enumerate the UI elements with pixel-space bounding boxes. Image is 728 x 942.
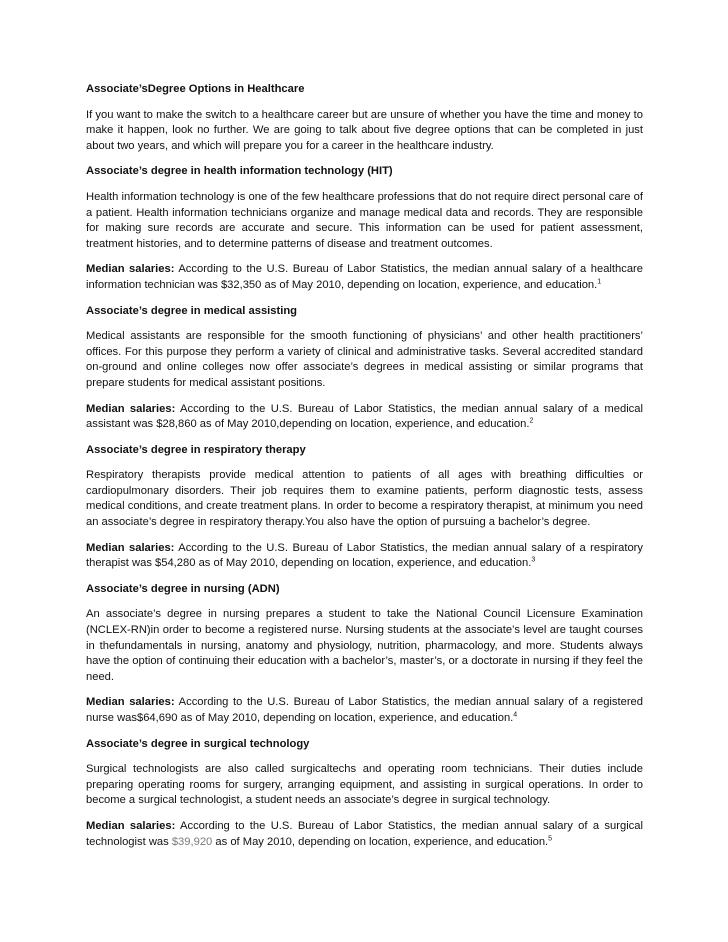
median-salaries-label: Median salaries: [86, 402, 176, 415]
median-salaries-label: Median salaries: [86, 819, 176, 832]
salary-paragraph-nursing [86, 695, 643, 726]
salary-paragraph-respiratory-therapy [86, 541, 643, 572]
section-body-hit: Health information technology is one of the few healthcare professions that do not require direct personal care of a patient. Health information technicians organize and manage medical data and records. They are responsible for making sure records are accurate and secure. This information can be used for patient assessment, treatment histories, and to determine patterns of disease and treatment outcomes. [86, 190, 643, 250]
median-salaries-label: Median salaries: [86, 541, 175, 554]
footnote-marker: 1 [597, 278, 602, 286]
salary-text-respiratory-therapy: According to the U.S. Bureau of Labor Statistics, the median annual salary of a respiratory therapist was $54,280 as of May 2010, depending on location, experience, and education. [86, 541, 643, 570]
section-body-nursing: An associate’s degree in nursing prepares a student to take the National Council Licensure Examination (NCLEX-RN)in order to become a registered nurse. Nursing students at the associate’s level are taught courses in thefundamentals in nursing, anatomy and physiology, nutrition, pharmacology, and more. Students always have the option of continuing their education with a bachelor’s, master’s, or a doctorate in nursing if they feel the need. [86, 608, 643, 683]
footnote-marker: 3 [531, 556, 536, 564]
salary-paragraph-medical-assisting [86, 402, 643, 433]
salary-text-nursing: According to the U.S. Bureau of Labor Statistics, the median annual salary of a registered nurse was$64,690 as of May 2010, depending on location, experience, and education. [86, 696, 644, 724]
section-heading-respiratory-therapy: Associate’s degree in respiratory therapy [86, 443, 306, 456]
section-body-surgical-technology: Surgical technologists are also called surgicaltechs and operating room technicians. Their duties include preparing operating rooms for surgery, arranging equipment, and assisting in surgical operations. In order to become a surgical technologist, a student needs an associate’s degree in surgical technology. [86, 763, 643, 807]
document-title: Associate’sDegree Options in Healthcare [86, 83, 305, 95]
section-heading-medical-assisting: Associate’s degree in medical assisting [86, 304, 297, 317]
section-heading-nursing: Associate’s degree in nursing (ADN) [86, 582, 280, 595]
salary-text-medical-assisting: According to the U.S. Bureau of Labor Statistics, the median annual salary of a medical assistant was $28,860 as of May 2010,depending on location, experience, and education. [86, 402, 643, 431]
median-salaries-label: Median salaries: [86, 696, 175, 709]
salary-text-hit: According to the U.S. Bureau of Labor Statistics, the median annual salary of a healthcare information technician was $32,350 as of May 2010, depending on location, experience, and education. [86, 263, 644, 291]
salary-amount-surgical-technology: $39,920 [171, 835, 213, 848]
median-salaries-label: Median salaries: [86, 263, 175, 276]
section-body-medical-assisting: Medical assistants are responsible for the smooth functioning of physicians’ and other health practitioners’ offices. For this purpose they perform a variety of clinical and administrative tasks. Several accredited standard on-ground and online colleges now offer associate’s degrees in medical assisting or similar programs that prepare students for medical assistant positions. [86, 330, 643, 389]
intro-paragraph: If you want to make the switch to a healthcare career but are unsure of whether you have the time and money to make it happen, look no further. We are going to talk about five degree options that can be completed in just about two years, and which will prepare you for a career in the healthcare industry. [86, 108, 643, 152]
section-body-respiratory-therapy: Respiratory therapists provide medical attention to patients of all ages with breathing difficulties or cardiopulmonary disorders. Their job requires them to examine patients, perform diagnostic tests, assess medical conditions, and create treatment plans. In order to become a respiratory therapist, at minimum you need an associate’s degree in respiratory therapy.You also have the option of pursuing a bachelor’s degree. [86, 469, 643, 529]
salary-paragraph-hit [86, 262, 643, 293]
footnote-marker: 5 [548, 834, 553, 842]
footnote-marker: 4 [513, 711, 518, 719]
section-heading-hit: Associate’s degree in health information technology (HIT) [86, 165, 393, 178]
salary-text-surgical-technology-post: as of May 2010, depending on location, experience, and education. [212, 835, 549, 848]
salary-text-surgical-technology-pre: According to the U.S. Bureau of Labor Statistics, the median annual salary of a surgical technologist was [86, 819, 643, 848]
salary-paragraph-surgical-technology [86, 819, 643, 850]
footnote-marker: 2 [529, 417, 534, 425]
document-page [86, 82, 643, 860]
section-heading-surgical-technology: Associate’s degree in surgical technology [86, 737, 310, 750]
